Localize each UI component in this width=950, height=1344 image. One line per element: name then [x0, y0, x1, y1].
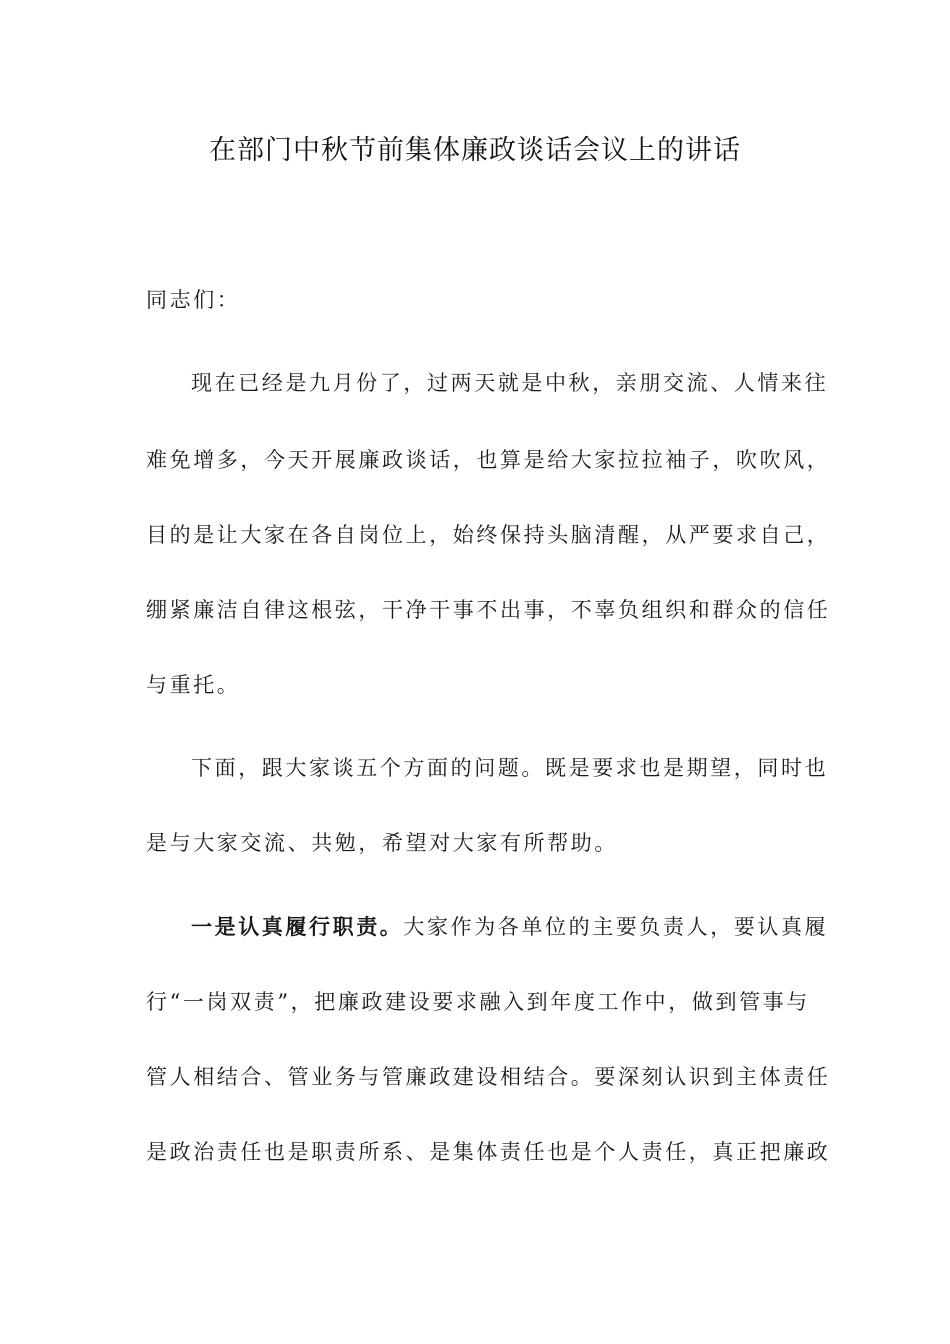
paragraph-2-line-1: 下面，跟大家谈五个方面的问题。既是要求也是期望，同时也: [191, 756, 829, 780]
paragraph-1-line-3: 目的是让大家在各自岗位上，始终保持头脑清醒，从严要求自己，: [146, 523, 831, 547]
paragraph-3-line-3: 管人相结合、管业务与管廉政建设相结合。要深刻认识到主体责任: [146, 1065, 831, 1089]
paragraph-3-line-2: 行“一岗双责”，把廉政建设要求融入到年度工作中，做到管事与: [146, 990, 810, 1014]
paragraph-1-line-1: 现在已经是九月份了，过两天就是中秋，亲朋交流、人情来往: [191, 371, 829, 395]
paragraph-1-line-4: 绷紧廉洁自律这根弦，干净干事不出事，不辜负组织和群众的信任: [146, 598, 831, 622]
paragraph-3-line-1-text: 大家作为各单位的主要负责人，要认真履: [403, 915, 829, 939]
document-title: 在部门中秋节前集体廉政谈话会议上的讲话: [209, 135, 741, 166]
paragraph-1-line-5: 与重托。: [146, 673, 241, 697]
paragraph-3-heading: 一是认真履行职责。: [191, 914, 404, 939]
salutation: 同志们：: [146, 288, 241, 312]
paragraph-3-line-1: [146, 912, 828, 942]
paragraph-2-line-2: 是与大家交流、共勉，希望对大家有所帮助。: [146, 831, 618, 855]
paragraph-1-line-2: 难免增多，今天开展廉政谈话，也算是给大家拉拉袖子，吹吹风，: [146, 448, 831, 472]
paragraph-3-line-4: 是政治责任也是职责所系、是集体责任也是个人责任，真正把廉政: [146, 1140, 831, 1164]
